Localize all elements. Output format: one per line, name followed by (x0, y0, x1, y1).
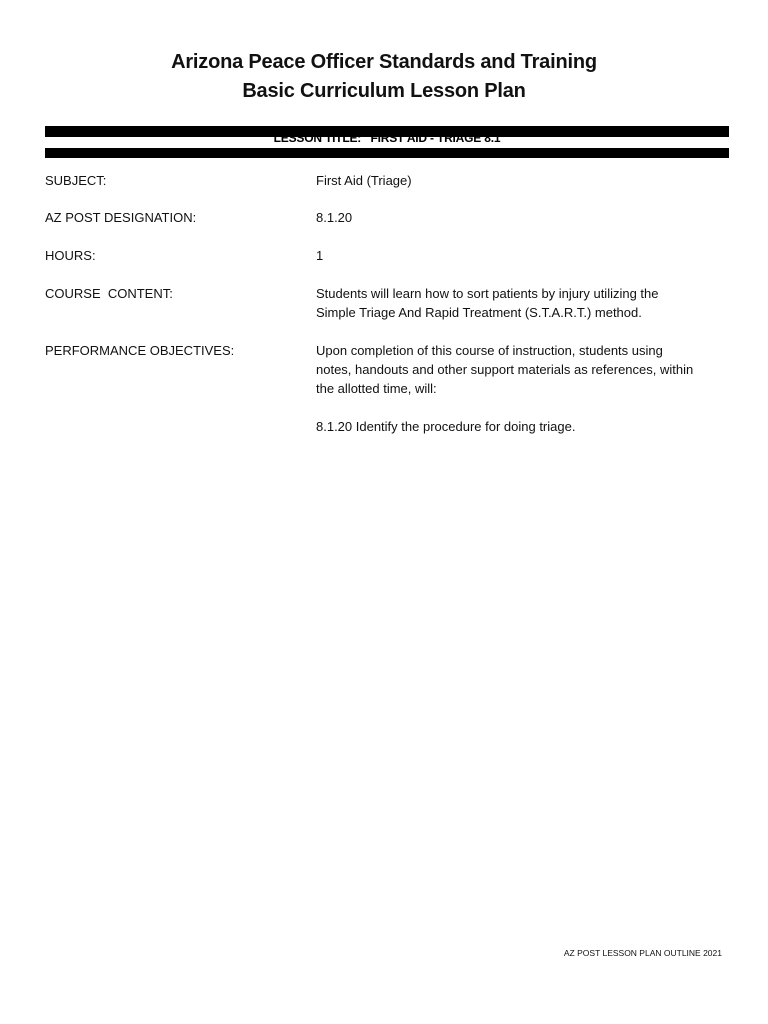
designation-label: AZ POST DESIGNATION: (45, 210, 197, 225)
performance-objectives-label: PERFORMANCE OBJECTIVES: (45, 343, 235, 358)
objective-item: 8.1.20 Identify the procedure for doing triage. (316, 419, 576, 434)
lesson-title-bar-bottom (45, 148, 729, 158)
performance-objectives-line: the allotted time, will: (316, 381, 437, 396)
performance-objectives-value (316, 341, 736, 398)
course-content-label: COURSE CONTENT: (45, 286, 173, 301)
hours-label: HOURS: (45, 248, 96, 263)
document-header (0, 48, 768, 106)
designation-value: 8.1.20 (316, 210, 353, 225)
subject-label: SUBJECT: (45, 173, 107, 188)
page-footer: AZ POST LESSON PLAN OUTLINE 2021 (563, 948, 722, 958)
course-content-value (316, 284, 736, 322)
document-subtitle: Basic Curriculum Lesson Plan (242, 80, 526, 102)
course-content-line: Simple Triage And Rapid Treatment (S.T.A.R.T.) method. (316, 305, 642, 320)
hours-value: 1 (316, 248, 324, 263)
performance-objectives-line: Upon completion of this course of instruction, students using (316, 343, 663, 358)
course-content-line: Students will learn how to sort patients by injury utilizing the (316, 286, 659, 301)
performance-objectives-line: notes, handouts and other support materials as references, within (316, 362, 694, 377)
subject-value: First Aid (Triage) (316, 173, 412, 188)
lesson-title: LESSON TITLE: FIRST AID - TRIAGE 8.1 (273, 131, 501, 145)
document-title: Arizona Peace Officer Standards and Training (171, 51, 597, 73)
